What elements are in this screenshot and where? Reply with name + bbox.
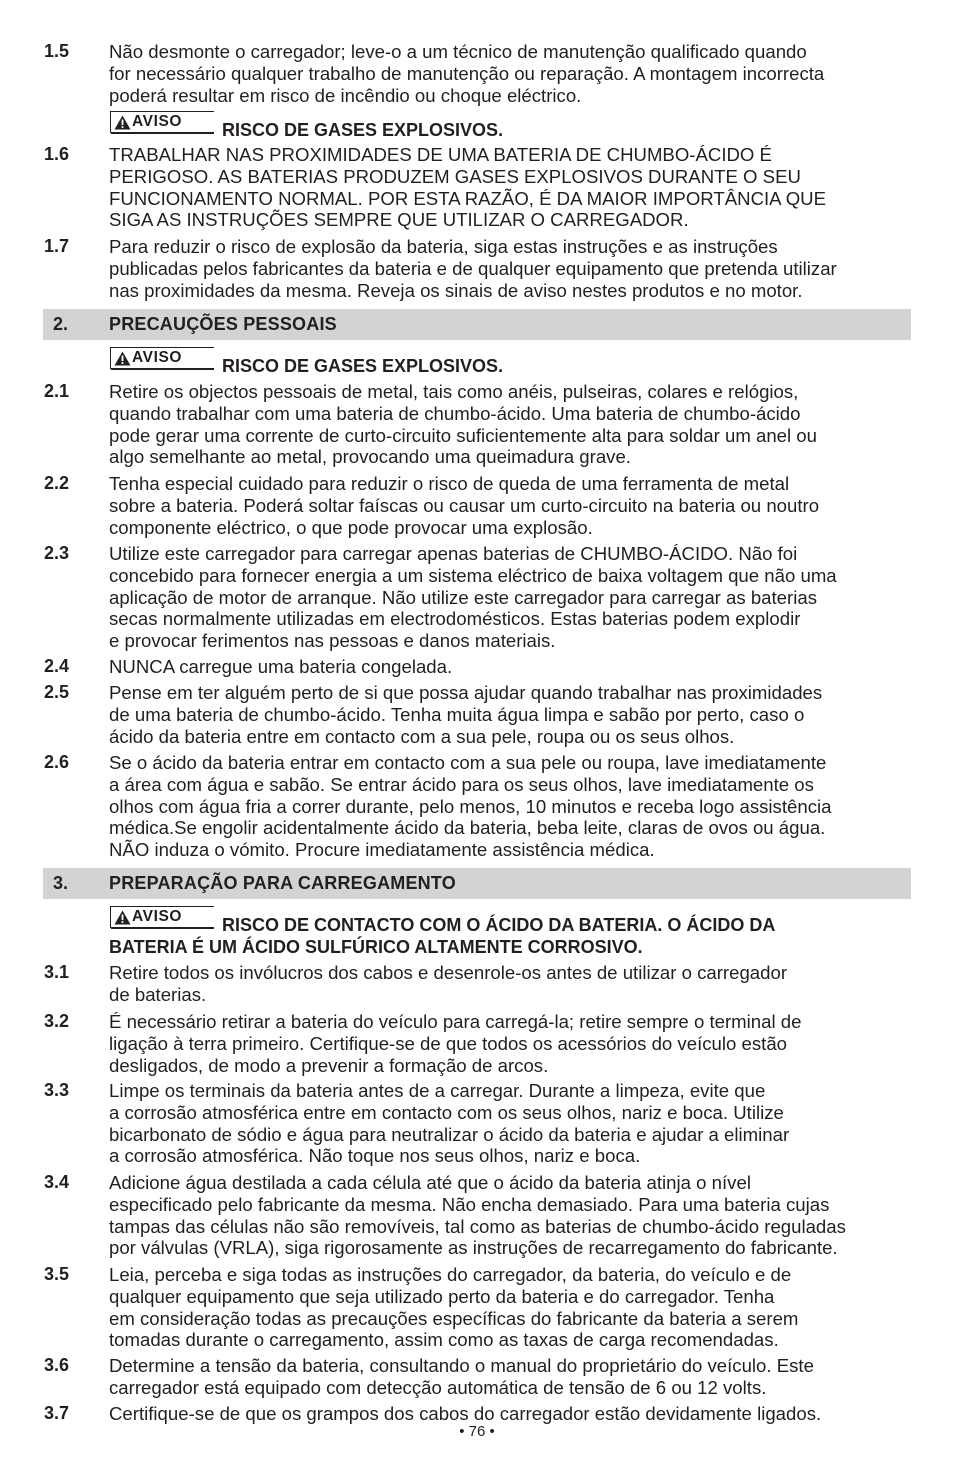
item-number: 3.4 <box>44 1172 70 1192</box>
text-line: qualquer equipamento que seja utilizado perto da bateria e do carregador. Tenha <box>109 1285 775 1307</box>
text-line: publicadas pelos fabricantes da bateria e de qualquer equipamento que pretenda utilizar <box>109 257 837 279</box>
text-line: a área com água e sabão. Se entrar ácido para os seus olhos, lave imediatamente os <box>109 773 814 795</box>
section-title: PREPARAÇÃO PARA CARREGAMENTO <box>109 873 456 893</box>
text-line: for necessário qualquer trabalho de manutenção ou reparação. A montagem incorrecta <box>109 62 825 84</box>
text-line: concebido para fornecer energia a um sistema eléctrico de baixa voltagem que não uma <box>109 564 837 586</box>
warning-line: RISCO DE GASES EXPLOSIVOS. <box>222 120 504 140</box>
text-line: tampas das células não são removíveis, tal como as baterias de chumbo-ácido reguladas <box>109 1215 846 1237</box>
item-number: 2.6 <box>44 752 70 772</box>
text-line: Retire os objectos pessoais de metal, tais como anéis, pulseiras, colares e relógios, <box>109 381 799 402</box>
text-line: Não desmonte o carregador; leve-o a um técnico de manutenção qualificado quando <box>109 41 807 62</box>
text-line: Tenha especial cuidado para reduzir o risco de queda de uma ferramenta de metal <box>109 473 790 494</box>
item-text <box>109 962 917 1006</box>
text-line: carregador está equipado com detecção automática de tensão de 6 ou 12 volts. <box>109 1376 767 1398</box>
item-number: 2.3 <box>44 543 70 563</box>
item-text <box>109 1080 917 1167</box>
aviso-label: AVISO <box>132 908 183 925</box>
item-number: 2.4 <box>44 656 70 676</box>
text-line: desligados, de modo a prevenir a formação de arcos. <box>109 1054 549 1076</box>
text-line: quando trabalhar com uma bateria de chumbo-ácido. Uma bateria de chumbo-ácido <box>109 402 801 424</box>
text-line: Pense em ter alguém perto de si que possa ajudar quando trabalhar nas proximidades <box>109 682 823 703</box>
section-number: 2. <box>53 314 69 334</box>
text-line: TRABALHAR NAS PROXIMIDADES DE UMA BATERIA DE CHUMBO-ÁCIDO É <box>109 144 772 165</box>
text-line: em consideração todas as precauções específicas do fabricante da bateria a serem <box>109 1307 799 1329</box>
warning-line: RISCO DE CONTACTO COM O ÁCIDO DA BATERIA. O ÁCIDO DA <box>222 915 776 935</box>
item-text <box>109 1355 917 1399</box>
text-line: olhos com água fria a correr durante, pelo menos, 10 minutos e receba logo assistência <box>109 795 832 817</box>
text-line: Determine a tensão da bateria, consultando o manual do proprietário do veículo. Este <box>109 1355 814 1376</box>
section-header <box>43 868 911 899</box>
text-line: NÃO induza o vómito. Procure imediatamente assistência médica. <box>109 839 655 861</box>
text-line: a corrosão atmosférica entre em contacto com os seus olhos, nariz e boca. Utilize <box>109 1101 784 1123</box>
text-line: ácido da bateria entre em contacto com a sua pele, roupa ou os seus olhos. <box>109 725 735 747</box>
text-line: componente eléctrico, o que pode provocar uma explosão. <box>109 516 593 538</box>
warning-text <box>109 356 909 378</box>
text-line: nas proximidades da mesma. Reveja os sinais de aviso nestes produtos e no motor. <box>109 279 803 301</box>
item-number: 2.5 <box>44 682 70 702</box>
text-line: bicarbonato de sódio e água para neutralizar o ácido da bateria e ajudar a eliminar <box>109 1123 790 1145</box>
item-text <box>109 1264 917 1351</box>
text-line: Se o ácido da bateria entrar em contacto com a sua pele ou roupa, lave imediatamente <box>109 752 827 773</box>
section-number: 3. <box>53 873 69 893</box>
text-line: Para reduzir o risco de explosão da bateria, siga estas instruções e as instruções <box>109 236 778 257</box>
item-text <box>109 656 917 678</box>
item-text <box>109 752 917 861</box>
text-line: Certifique-se de que os grampos dos cabos do carregador estão devidamente ligados. <box>109 1403 822 1424</box>
text-line: tomadas durante o carregamento, assim como as taxas de carga recomendadas. <box>109 1329 779 1351</box>
text-line: NUNCA carregue uma bateria congelada. <box>109 656 453 677</box>
item-text <box>109 543 917 652</box>
text-line: Retire todos os invólucros dos cabos e desenrole-os antes de utilizar o carregador <box>109 962 788 983</box>
item-number: 3.1 <box>44 962 70 982</box>
text-line: de uma bateria de chumbo-ácido. Tenha muita água limpa e sabão por perto, caso o <box>109 703 805 725</box>
item-text <box>109 41 917 106</box>
warning-line: RISCO DE GASES EXPLOSIVOS. <box>222 356 504 376</box>
text-line: É necessário retirar a bateria do veículo para carregá-la; retire sempre o terminal de <box>109 1011 802 1032</box>
item-text <box>109 1403 917 1425</box>
text-line: médica.Se engolir acidentalmente ácido da bateria, beba leite, claras de ovos ou água. <box>109 817 826 839</box>
item-number: 3.7 <box>44 1403 70 1423</box>
item-number: 3.5 <box>44 1264 70 1284</box>
item-number: 1.6 <box>44 144 70 164</box>
aviso-label: AVISO <box>132 349 183 366</box>
item-text <box>109 236 917 301</box>
text-line: ligação à terra primeiro. Certifique-se de que todos os acessórios do veículo estão <box>109 1032 787 1054</box>
text-line: poderá resultar em risco de incêndio ou choque eléctrico. <box>109 84 582 106</box>
item-number: 3.2 <box>44 1011 70 1031</box>
warning-line: BATERIA É UM ÁCIDO SULFÚRICO ALTAMENTE CORROSIVO. <box>109 936 643 957</box>
item-number: 1.7 <box>44 236 70 256</box>
section-header <box>43 309 911 340</box>
text-line: SIGA AS INSTRUÇÕES SEMPRE QUE UTILIZAR O CARREGADOR. <box>109 209 689 231</box>
text-line: pode gerar uma corrente de curto-circuito suficientemente alta para soldar um anel ou <box>109 424 817 446</box>
text-line: algo semelhante ao metal, provocando uma queimadura grave. <box>109 446 631 468</box>
item-text <box>109 473 917 538</box>
item-number: 3.3 <box>44 1080 70 1100</box>
aviso-label: AVISO <box>132 113 183 130</box>
text-line: FUNCIONAMENTO NORMAL. POR ESTA RAZÃO, É DA MAIOR IMPORTÂNCIA QUE <box>109 187 826 209</box>
item-text <box>109 1172 917 1259</box>
item-text <box>109 144 917 231</box>
page-number: • 76 • <box>459 1423 495 1440</box>
item-number: 1.5 <box>44 41 70 61</box>
text-line: e provocar ferimentos nas pessoas e danos materiais. <box>109 630 556 652</box>
item-text <box>109 381 917 468</box>
text-line: por válvulas (VRLA), siga rigorosamente as instruções de recarregamento do fabricante. <box>109 1237 838 1259</box>
item-number: 2.2 <box>44 473 70 493</box>
warning-text <box>109 915 909 959</box>
text-line: PERIGOSO. AS BATERIAS PRODUZEM GASES EXPLOSIVOS DURANTE O SEU <box>109 165 801 187</box>
text-line: Limpe os terminais da bateria antes de a carregar. Durante a limpeza, evite que <box>109 1080 766 1101</box>
warning-text <box>109 120 909 142</box>
text-line: a corrosão atmosférica. Não toque nos seus olhos, nariz e boca. <box>109 1145 641 1167</box>
text-line: aplicação de motor de arranque. Não utilize este carregador para carregar as baterias <box>109 586 817 608</box>
item-text <box>109 1011 917 1076</box>
text-line: secas normalmente utilizadas em electrodomésticos. Estas baterias podem explodir <box>109 608 801 630</box>
item-number: 2.1 <box>44 381 70 401</box>
text-line: Leia, perceba e siga todas as instruções do carregador, da bateria, do veículo e de <box>109 1264 792 1285</box>
text-line: especificado pelo fabricante da mesma. Não encha demasiado. Para uma bateria cujas <box>109 1193 830 1215</box>
item-number: 3.6 <box>44 1355 70 1375</box>
text-line: Adicione água destilada a cada célula até que o ácido da bateria atinja o nível <box>109 1172 751 1193</box>
text-line: de baterias. <box>109 983 207 1005</box>
section-title: PRECAUÇÕES PESSOAIS <box>109 314 337 334</box>
text-line: sobre a bateria. Poderá soltar faíscas ou causar um curto-circuito na bateria ou noutro <box>109 494 820 516</box>
item-text <box>109 682 917 747</box>
text-line: Utilize este carregador para carregar apenas baterias de CHUMBO-ÁCIDO. Não foi <box>109 543 798 564</box>
